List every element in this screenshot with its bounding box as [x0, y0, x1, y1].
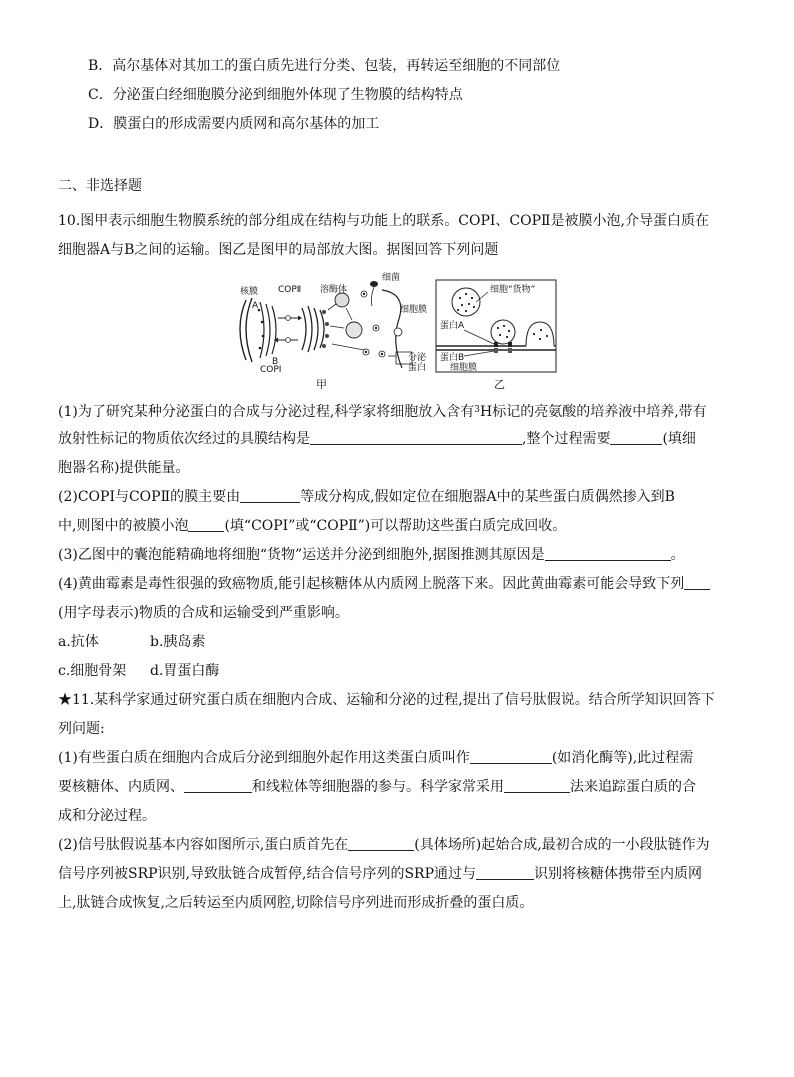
- q11-stem-line-1: ★11.某科学家通过研究蛋白质在细胞内合成、运输和分泌的过程,提出了信号肽假说。结合所学知识回答下: [58, 692, 715, 708]
- option-d: D．膜蛋白的形成需要内质网和高尔基体的加工: [88, 116, 380, 132]
- answer-blank-energy-organelle[interactable]: [610, 430, 662, 445]
- q10-part2-text-d: (填“COPⅠ”或“COPⅡ”)可以帮助这些蛋白质完成回收。: [224, 518, 567, 534]
- q10-option-a: a.抗体: [58, 634, 99, 650]
- q10-part1-text-d: ,整个过程需要: [522, 431, 611, 447]
- figure-svg: [232, 272, 562, 394]
- q11-part1-line-2: [58, 777, 696, 797]
- q10-part4-text-a: (4)黄曲霉素是毒性很强的致癌物质,能引起核糖体从内质网上脱落下来。因此黄曲霉素可能会导致下列: [58, 576, 685, 592]
- answer-blank-method[interactable]: [504, 778, 570, 793]
- q11-part2-line-3: 上,肽链合成恢复,之后转运至内质网腔,切除信号序列进而形成折叠的蛋白质。: [58, 895, 534, 911]
- q10-part1-text-a: (1)为了研究某种分泌蛋白的合成与分泌过程,科学家将细胞放入含有: [58, 404, 475, 420]
- q10-part1-superscript: 3: [474, 405, 481, 415]
- label-lysosome: 溶酶体: [320, 285, 348, 295]
- q11-part2-line-2: [58, 864, 702, 884]
- q10-part1-line-3: 胞器名称)提供能量。: [58, 460, 190, 476]
- q11-part1-text-b: (如消化酶等),此过程需: [551, 750, 694, 766]
- q10-part4-line-2: (用字母表示)物质的合成和运输受到严重影响。: [58, 605, 349, 621]
- q10-stem-line-2: 细胞器A与B之间的运输。图乙是图甲的局部放大图。据图回答下列问题: [58, 242, 499, 258]
- q10-part3-line: [58, 545, 685, 565]
- answer-blank-reason[interactable]: [545, 546, 671, 561]
- label-protein-b: 蛋白B: [440, 353, 465, 363]
- answer-blank-membrane-structures[interactable]: [310, 430, 522, 445]
- section-title: 二、非选择题: [58, 178, 142, 194]
- q11-part1-line-1: [58, 748, 693, 768]
- q10-part1-text-e: (填细: [662, 431, 696, 447]
- q10-part3-text-a: (3)乙图中的囊泡能精确地将细胞“货物”运送并分泌到细胞外,据图推测其原因是: [58, 547, 545, 563]
- label-cell-membrane-yi: 细胞膜: [450, 363, 478, 373]
- q10-part2-text-a: (2)COPⅠ与COPⅡ的膜主要由: [58, 489, 241, 505]
- q10-part2-line-2: [58, 516, 566, 536]
- option-c: C．分泌蛋白经细胞膜分泌到细胞外体现了生物膜的结构特点: [88, 87, 463, 103]
- q10-part4-line-1: [58, 574, 710, 594]
- q11-part1-text-d: 和线粒体等细胞器的参与。科学家常采用: [252, 779, 504, 795]
- answer-blank-affected-substances[interactable]: [684, 575, 710, 590]
- answer-blank-membrane-components[interactable]: [240, 488, 300, 503]
- option-b: B．高尔基体对其加工的蛋白质先进行分类、包装，再转运至细胞的不同部位: [88, 58, 561, 74]
- q11-part1-text-a: (1)有些蛋白质在细胞内合成后分泌到细胞外起作用这类蛋白质叫作: [58, 750, 470, 766]
- q10-option-d: d.胃蛋白酶: [150, 663, 220, 679]
- q10-part1-line-2: [58, 429, 696, 449]
- q11-part1-text-c: 要核糖体、内质网、: [58, 779, 184, 795]
- q11-part2-text-a: (2)信号肽假说基本内容如图所示,蛋白质首先在: [58, 837, 349, 853]
- q10-part3-text-b: 。: [670, 547, 685, 563]
- q10-part2-line-1: [58, 487, 675, 507]
- q10-part2-text-c: 中,则图中的被膜小泡: [58, 518, 189, 534]
- q10-stem-line-1: 10.图甲表示细胞生物膜系统的部分组成在结构与功能上的联系。COPⅠ、COPⅡ是被膜小泡,介导蛋白质在: [58, 213, 709, 229]
- cell-membrane-system-figure: [232, 272, 562, 394]
- q10-part2-text-b: 等成分构成,假如定位在细胞器A中的某些蛋白质偶然掺入到B: [300, 489, 675, 505]
- q10-option-b: b.胰岛素: [150, 634, 206, 650]
- label-organelle-b: B: [272, 357, 279, 367]
- label-cargo: 细胞“货物”: [490, 285, 536, 295]
- label-bacteria: 细菌: [382, 273, 401, 283]
- answer-blank-synthesis-site[interactable]: [348, 836, 414, 851]
- answer-blank-organelle[interactable]: [184, 778, 252, 793]
- label-cell-membrane: 细胞膜: [400, 305, 428, 315]
- label-copii: COPⅡ: [278, 285, 302, 295]
- q10-part1-text-b: H标记的亮氨酸的培养液中培养,带有: [480, 404, 707, 420]
- q11-part2-line-1: [58, 835, 710, 855]
- q11-part2-text-c: 信号序列被SRP识别,导致肽链合成暂停,结合信号序列的SRP通过与: [58, 866, 477, 882]
- label-copi: COPⅠ: [260, 365, 282, 375]
- q11-stem-line-2: 列问题:: [58, 721, 105, 737]
- q10-part1-line-1: [58, 400, 707, 422]
- answer-blank-vesicle-type[interactable]: [188, 517, 224, 532]
- label-nuclear-membrane: 核膜: [240, 287, 259, 297]
- answer-blank-protein-type[interactable]: [470, 749, 552, 764]
- q10-part1-text-c: 放射性标记的物质依次经过的具膜结构是: [58, 431, 310, 447]
- q11-part1-line-3: 成和分泌过程。: [58, 808, 156, 824]
- caption-yi: 乙: [494, 378, 505, 391]
- q11-part1-text-e: 法来追踪蛋白质的合: [570, 779, 696, 795]
- answer-blank-receptor[interactable]: [476, 865, 534, 880]
- q11-part2-text-d: 识别将核糖体携带至内质网: [534, 866, 703, 882]
- caption-jia: 甲: [316, 378, 327, 391]
- label-secreted-1: 分泌: [408, 353, 427, 363]
- label-protein-a: 蛋白A: [440, 321, 465, 331]
- q10-option-c: c.细胞骨架: [58, 663, 127, 679]
- q11-part2-text-b: (具体场所)起始合成,最初合成的一小段肽链作为: [414, 837, 710, 853]
- label-secreted-2: 蛋白: [408, 363, 427, 373]
- label-organelle-a: A: [252, 301, 259, 311]
